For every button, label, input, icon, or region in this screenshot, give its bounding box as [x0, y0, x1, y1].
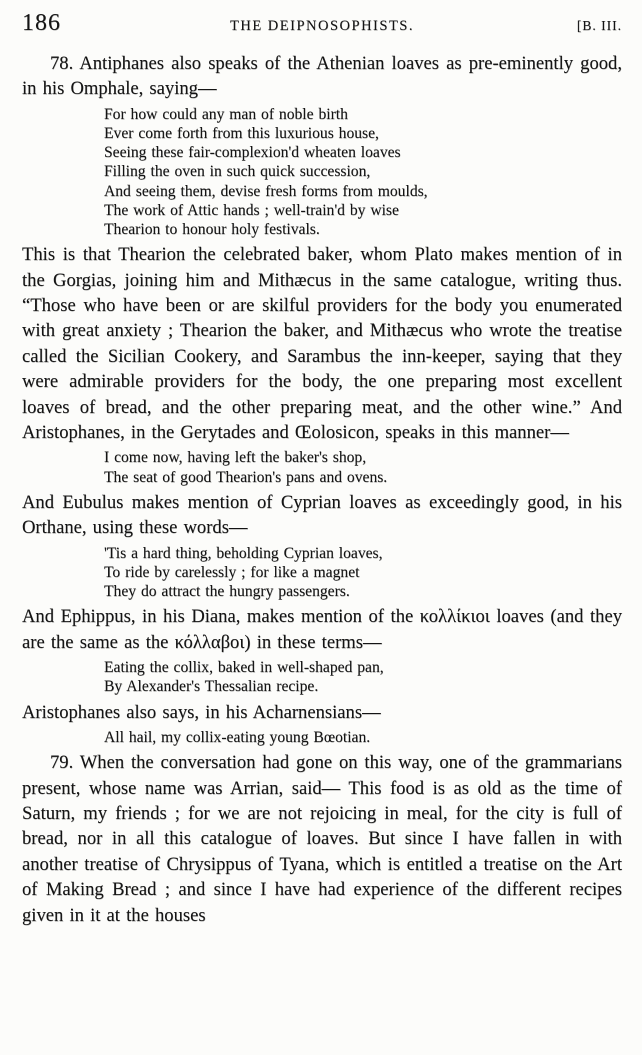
paragraph-79: 79. When the conversation had gone on this way, one of the grammarians present, whose name was Arrian, said— This food is as old as the time of Saturn, my friends ; for we are not rejoicing in meal, for the city is full of bread, nor in all this catalogue of loaves. But since I have fallen in with another treatise of Chrysippus of Tyana, which is entitled a treatise on the Art of Making Bread ; and since I have had experience of the different recipes given in it at the houses: [22, 752, 622, 926]
verse-quote-omphale: [104, 105, 622, 239]
verse-line: They do attract the hungry passengers.: [104, 583, 350, 601]
paragraph-aristophanes: Aristophanes also says, in his Acharnensians—: [22, 701, 381, 723]
verse-line: 'Tis a hard thing, beholding Cyprian loaves,: [104, 544, 383, 562]
book-reference: [B. III.: [576, 18, 622, 33]
verse-line: Ever come forth from this luxurious house,: [104, 125, 379, 143]
verse-line: And seeing them, devise fresh forms from moulds,: [104, 182, 428, 200]
verse-quote-acharnensians: [104, 728, 622, 747]
page-number: 186: [22, 10, 61, 36]
verse-line: The seat of good Thearion's pans and ovens.: [104, 468, 388, 486]
verse-line: For how could any man of noble birth: [104, 105, 348, 123]
paragraph-thearion-plato: This is that Thearion the celebrated baker, whom Plato makes mention of in the Gorgias, joining him and Mithæcus in the same catalogue, writing thus. “Those who have been or are skilful providers for the body you enumerated with great anxiety ; Thearion the baker, and Mithæcus who wrote the treatise called the Sicilian Cookery, and Sarambus the inn-keeper, saying that they were admirable providers for the body, the one preparing most excellent loaves of bread, and the other preparing meat, and the other wine.” And Aristophanes, in the Gerytades and Œolosicon, speaks in this manner—: [22, 244, 622, 444]
verse-quote-gerytades: [104, 448, 622, 486]
verse-line: Eating the collix, baked in well-shaped pan,: [104, 659, 384, 677]
verse-line: I come now, having left the baker's shop,: [104, 449, 367, 467]
verse-quote-diana: [104, 658, 622, 696]
verse-line: By Alexander's Thessalian recipe.: [104, 678, 319, 696]
verse-line: To ride by carelessly ; for like a magnet: [104, 563, 360, 581]
paragraph-78: 78. Antiphanes also speaks of the Athenian loaves as pre-eminently good, in his Omphale, saying—: [22, 53, 622, 100]
verse-line: Filling the oven in such quick succession,: [104, 163, 371, 181]
verse-line: Seeing these fair-complexion'd wheaten loaves: [104, 144, 401, 162]
page-title: THE DEIPNOSOPHISTS.: [230, 18, 414, 34]
paragraph-ephippus: And Ephippus, in his Diana, makes mention of the κολλίκιοι loaves (and they are the same as the κόλλαβοι) in these terms—: [22, 606, 622, 653]
verse-quote-orthane: [104, 544, 622, 602]
verse-line: All hail, my collix-eating young Bœotian.: [104, 728, 371, 746]
paragraph-eubulus: And Eubulus makes mention of Cyprian loaves as exceedingly good, in his Orthane, using these words—: [22, 491, 622, 539]
verse-line: The work of Attic hands ; well-train'd by wise: [104, 201, 399, 219]
verse-line: Thearion to honour holy festivals.: [104, 221, 320, 239]
running-head: [22, 10, 622, 37]
